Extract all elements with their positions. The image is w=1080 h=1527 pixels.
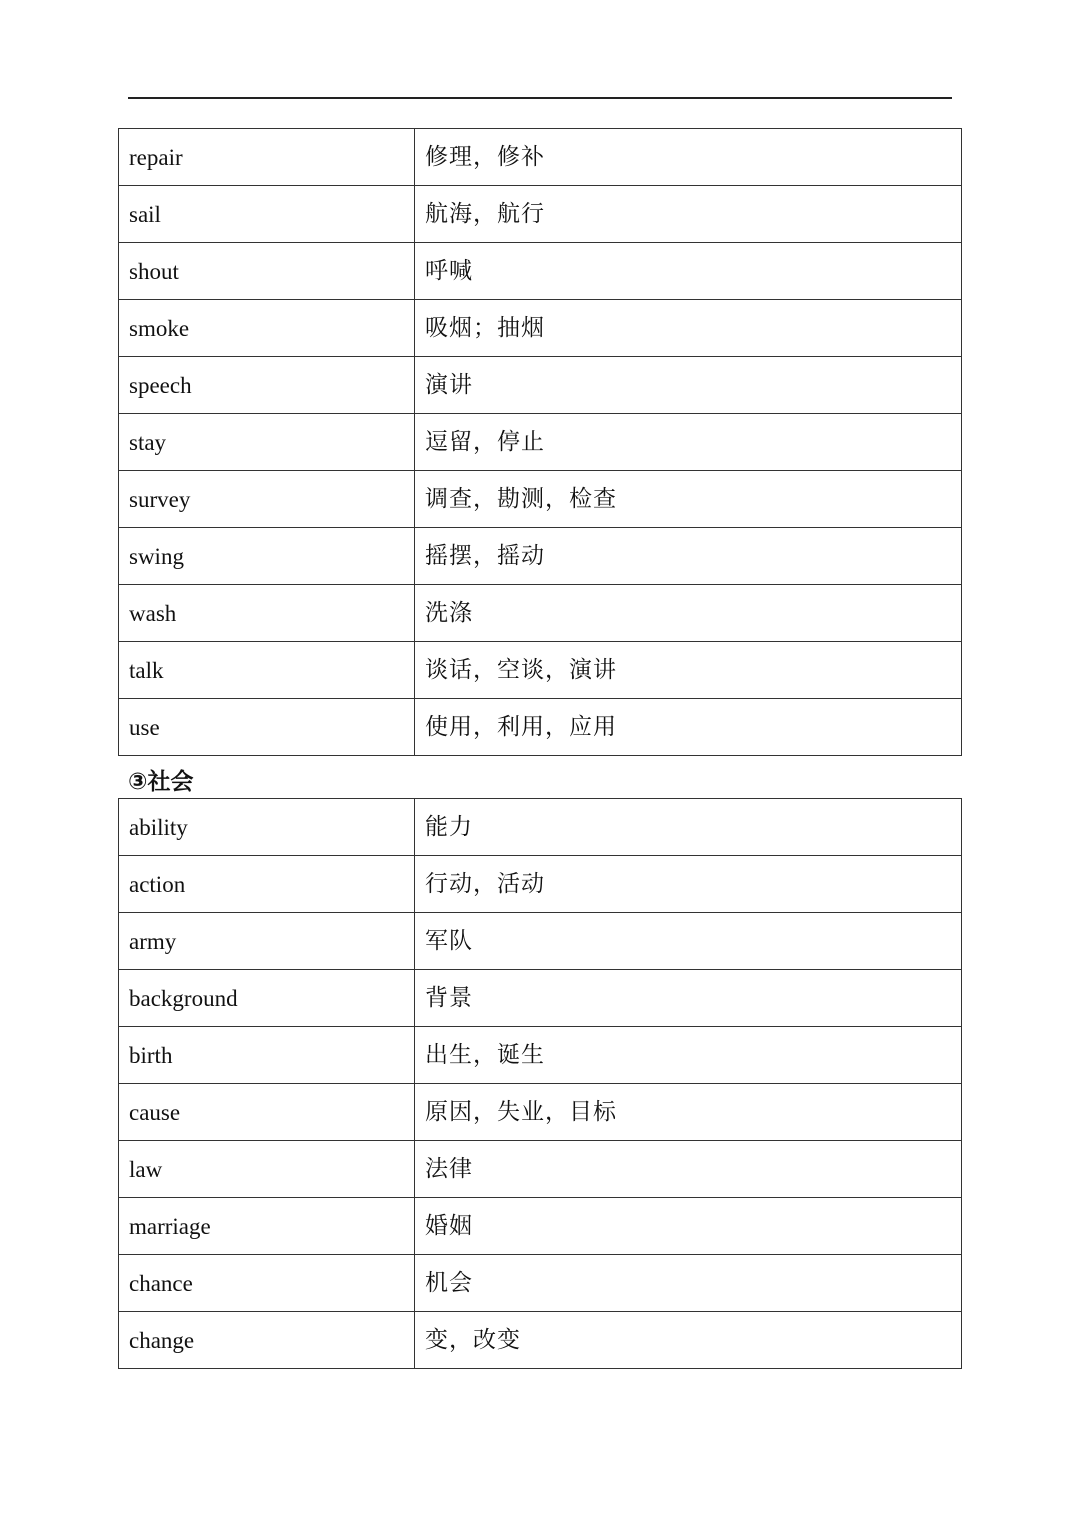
english-word: chance [119, 1255, 415, 1312]
table-row [119, 357, 962, 414]
chinese-meaning: 能力 [415, 799, 962, 856]
english-word: birth [119, 1027, 415, 1084]
chinese-meaning: 原因，失业，目标 [415, 1084, 962, 1141]
english-word: background [119, 970, 415, 1027]
chinese-meaning: 吸烟；抽烟 [415, 300, 962, 357]
table-row [119, 585, 962, 642]
table-row [119, 799, 962, 856]
chinese-meaning: 摇摆，摇动 [415, 528, 962, 585]
english-word: action [119, 856, 415, 913]
chinese-meaning: 机会 [415, 1255, 962, 1312]
table-row [119, 1027, 962, 1084]
table-row [119, 970, 962, 1027]
table-row [119, 300, 962, 357]
vocabulary-table-1-body [119, 129, 962, 756]
table-row [119, 471, 962, 528]
chinese-meaning: 法律 [415, 1141, 962, 1198]
vocabulary-table-1 [118, 128, 962, 756]
english-word: talk [119, 642, 415, 699]
table-row [119, 1084, 962, 1141]
english-word: ability [119, 799, 415, 856]
chinese-meaning: 调查，勘测，检查 [415, 471, 962, 528]
chinese-meaning: 演讲 [415, 357, 962, 414]
header-rule [128, 97, 952, 99]
table-row [119, 856, 962, 913]
vocabulary-table-2 [118, 798, 962, 1369]
chinese-meaning: 变，改变 [415, 1312, 962, 1369]
table-row [119, 1312, 962, 1369]
english-word: change [119, 1312, 415, 1369]
table-row [119, 129, 962, 186]
english-word: wash [119, 585, 415, 642]
english-word: repair [119, 129, 415, 186]
table-row [119, 699, 962, 756]
chinese-meaning: 背景 [415, 970, 962, 1027]
section-heading: ③社会 [128, 769, 194, 795]
english-word: survey [119, 471, 415, 528]
english-word: use [119, 699, 415, 756]
table-row [119, 1141, 962, 1198]
chinese-meaning: 使用，利用，应用 [415, 699, 962, 756]
chinese-meaning: 婚姻 [415, 1198, 962, 1255]
english-word: swing [119, 528, 415, 585]
chinese-meaning: 修理，修补 [415, 129, 962, 186]
english-word: stay [119, 414, 415, 471]
chinese-meaning: 行动，活动 [415, 856, 962, 913]
table-row [119, 1198, 962, 1255]
english-word: smoke [119, 300, 415, 357]
table-row [119, 414, 962, 471]
chinese-meaning: 洗涤 [415, 585, 962, 642]
chinese-meaning: 航海，航行 [415, 186, 962, 243]
chinese-meaning: 呼喊 [415, 243, 962, 300]
table-row [119, 243, 962, 300]
english-word: cause [119, 1084, 415, 1141]
vocabulary-table-2-body [119, 799, 962, 1369]
english-word: speech [119, 357, 415, 414]
chinese-meaning: 谈话，空谈，演讲 [415, 642, 962, 699]
english-word: marriage [119, 1198, 415, 1255]
english-word: shout [119, 243, 415, 300]
chinese-meaning: 军队 [415, 913, 962, 970]
english-word: law [119, 1141, 415, 1198]
table-row [119, 186, 962, 243]
english-word: sail [119, 186, 415, 243]
chinese-meaning: 逗留，停止 [415, 414, 962, 471]
table-row [119, 642, 962, 699]
chinese-meaning: 出生，诞生 [415, 1027, 962, 1084]
table-row [119, 913, 962, 970]
table-row [119, 1255, 962, 1312]
table-row [119, 528, 962, 585]
english-word: army [119, 913, 415, 970]
